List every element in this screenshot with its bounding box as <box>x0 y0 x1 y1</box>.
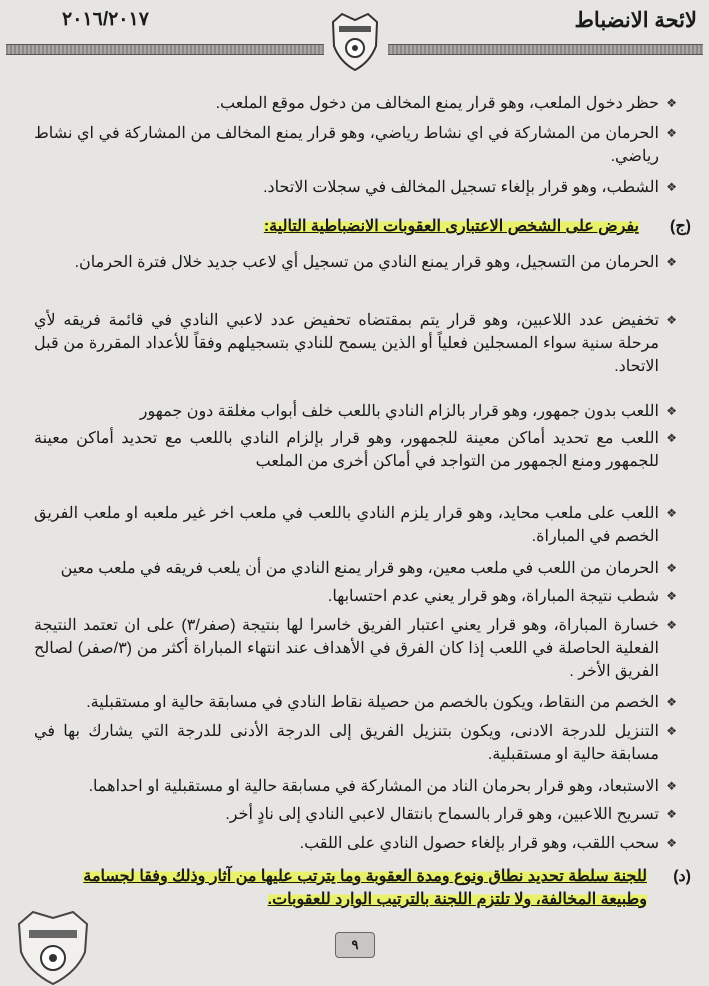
item-text: اللعب بدون جمهور، وهو قرار بالزام النادي باللعب خلف أبواب مغلقة دون جمهور <box>139 403 659 420</box>
item-text: سحب اللقب، وهو قرار بإلغاء حصول النادي على اللقب. <box>299 835 659 852</box>
page-number: ٩ <box>335 932 375 958</box>
list-item <box>34 176 677 199</box>
list-item <box>34 427 677 473</box>
list-item <box>34 585 677 608</box>
bullet-icon: ❖ <box>666 807 677 821</box>
list-item <box>34 803 677 826</box>
document-title: لائحة الانضباط <box>574 9 697 32</box>
bullet-icon: ❖ <box>666 779 677 793</box>
list-item <box>34 309 677 378</box>
item-text: الحرمان من التسجيل، وهو قرار يمنع النادي من تسجيل أي لاعب جديد خلال فترة الحرمان. <box>74 254 659 271</box>
list-item <box>34 122 677 168</box>
item-text: الحرمان من المشاركة في اي نشاط رياضي، وهو قرار يمنع المخالف من المشاركة في اي نشاط رياضي. <box>34 125 659 165</box>
season-label: ٢٠١٦/٢٠١٧ <box>62 9 149 30</box>
item-text: شطب نتيجة المباراة، وهو قرار يعني عدم احتسابها. <box>327 588 659 605</box>
item-text: اللعب على ملعب محايد، وهو قرار يلزم النادي باللعب في ملعب اخر غير ملعبه او ملعب الفريق الخصم في المباراة. <box>34 505 659 545</box>
federation-crest-icon <box>330 10 380 72</box>
list-item <box>34 502 677 548</box>
item-text: الخصم من النقاط، ويكون بالخصم من حصيلة نقاط النادي في مسابقة حالية او مستقبلية. <box>86 694 659 711</box>
bullet-icon: ❖ <box>666 404 677 418</box>
bullet-icon: ❖ <box>666 695 677 709</box>
item-text: التنزيل للدرجة الادنى، ويكون بتنزيل الفريق إلى الدرجة الأدنى للدرجة التي يشارك بها في مسابقة حالية او مستقبلية. <box>34 723 659 763</box>
bullet-icon: ❖ <box>666 561 677 575</box>
list-item <box>34 400 677 423</box>
header-divider <box>6 44 324 55</box>
section-d-paragraph <box>34 865 691 911</box>
list-item <box>34 614 677 683</box>
bullet-icon: ❖ <box>666 96 677 110</box>
item-text: تخفيض عدد اللاعبين، وهو قرار يتم بمقتضاه تحفيض عدد لاعبي النادي في قائمة فريقه لأي مرحلة سنية سواء المسجلين فعلياً أو الذين يسمح للنادي بتسجيلهم وفقاً للأعداد المقررة من قبل الاتحاد. <box>34 312 659 375</box>
list-item <box>34 832 677 855</box>
bullet-icon: ❖ <box>666 618 677 632</box>
bullet-icon: ❖ <box>666 126 677 140</box>
item-text: اللعب مع تحديد أماكن معينة للجمهور، وهو قرار بإلزام النادي باللعب مع تحديد أماكن معينة للجمهور ومنع الجمهور من التواجد في أماكن أخرى من الملعب <box>34 430 659 470</box>
header-divider <box>388 44 703 55</box>
federation-crest-icon <box>15 906 91 986</box>
list-item <box>34 691 677 714</box>
list-item <box>34 251 677 274</box>
item-text: الاستبعاد، وهو قرار بحرمان الناد من المشاركة في مسابقة حالية او مستقبلية او احداهما. <box>88 778 659 795</box>
item-text: حظر دخول الملعب، وهو قرار يمنع المخالف من دخول موقع الملعب. <box>215 95 659 112</box>
section-label: (د) <box>673 868 691 885</box>
list-item <box>34 775 677 798</box>
item-text: تسريح اللاعبين، وهو قرار بالسماح بانتقال لاعبي النادي إلى نادٍ أخر. <box>225 806 659 823</box>
section-text: للجنة سلطة تحديد نطاق ونوع ومدة العقوبة وما يترتب عليها من آثار وذلك وفقا لجسامة وطبيعة المخالفة، ولا تلتزم اللجنة بالترتيب الوارد للعقوبات. <box>83 868 647 908</box>
item-text: الشطب، وهو قرار بإلغاء تسجيل المخالف في سجلات الاتحاد. <box>263 179 659 196</box>
bullet-icon: ❖ <box>666 255 677 269</box>
bullet-icon: ❖ <box>666 180 677 194</box>
item-text: خسارة المباراة، وهو قرار يعني اعتبار الفريق خاسرا لها بنتيجة (صفر/٣) على ان تعتمد النتيجة الفعلية الحاصلة في اللعب إذا كان الفرق في الأهداف عند انتهاء المباراة أكثر من (٣/صفر) لصالح الفريق الأخر . <box>34 617 659 680</box>
bullet-icon: ❖ <box>666 589 677 603</box>
bullet-icon: ❖ <box>666 836 677 850</box>
bullet-icon: ❖ <box>666 724 677 738</box>
bullet-icon: ❖ <box>666 506 677 520</box>
section-c-heading <box>34 215 691 238</box>
list-item <box>34 92 677 115</box>
list-item <box>34 720 677 766</box>
section-label: (ج) <box>670 218 691 235</box>
item-text: الحرمان من اللعب في ملعب معين، وهو قرار يمنع النادي من أن يلعب فريقه في ملعب معين <box>60 560 659 577</box>
bullet-icon: ❖ <box>666 313 677 327</box>
section-text: يفرض على الشخص الاعتبارى العقوبات الانضباطية التالية: <box>263 218 639 235</box>
bullet-icon: ❖ <box>666 431 677 445</box>
list-item <box>34 557 677 580</box>
